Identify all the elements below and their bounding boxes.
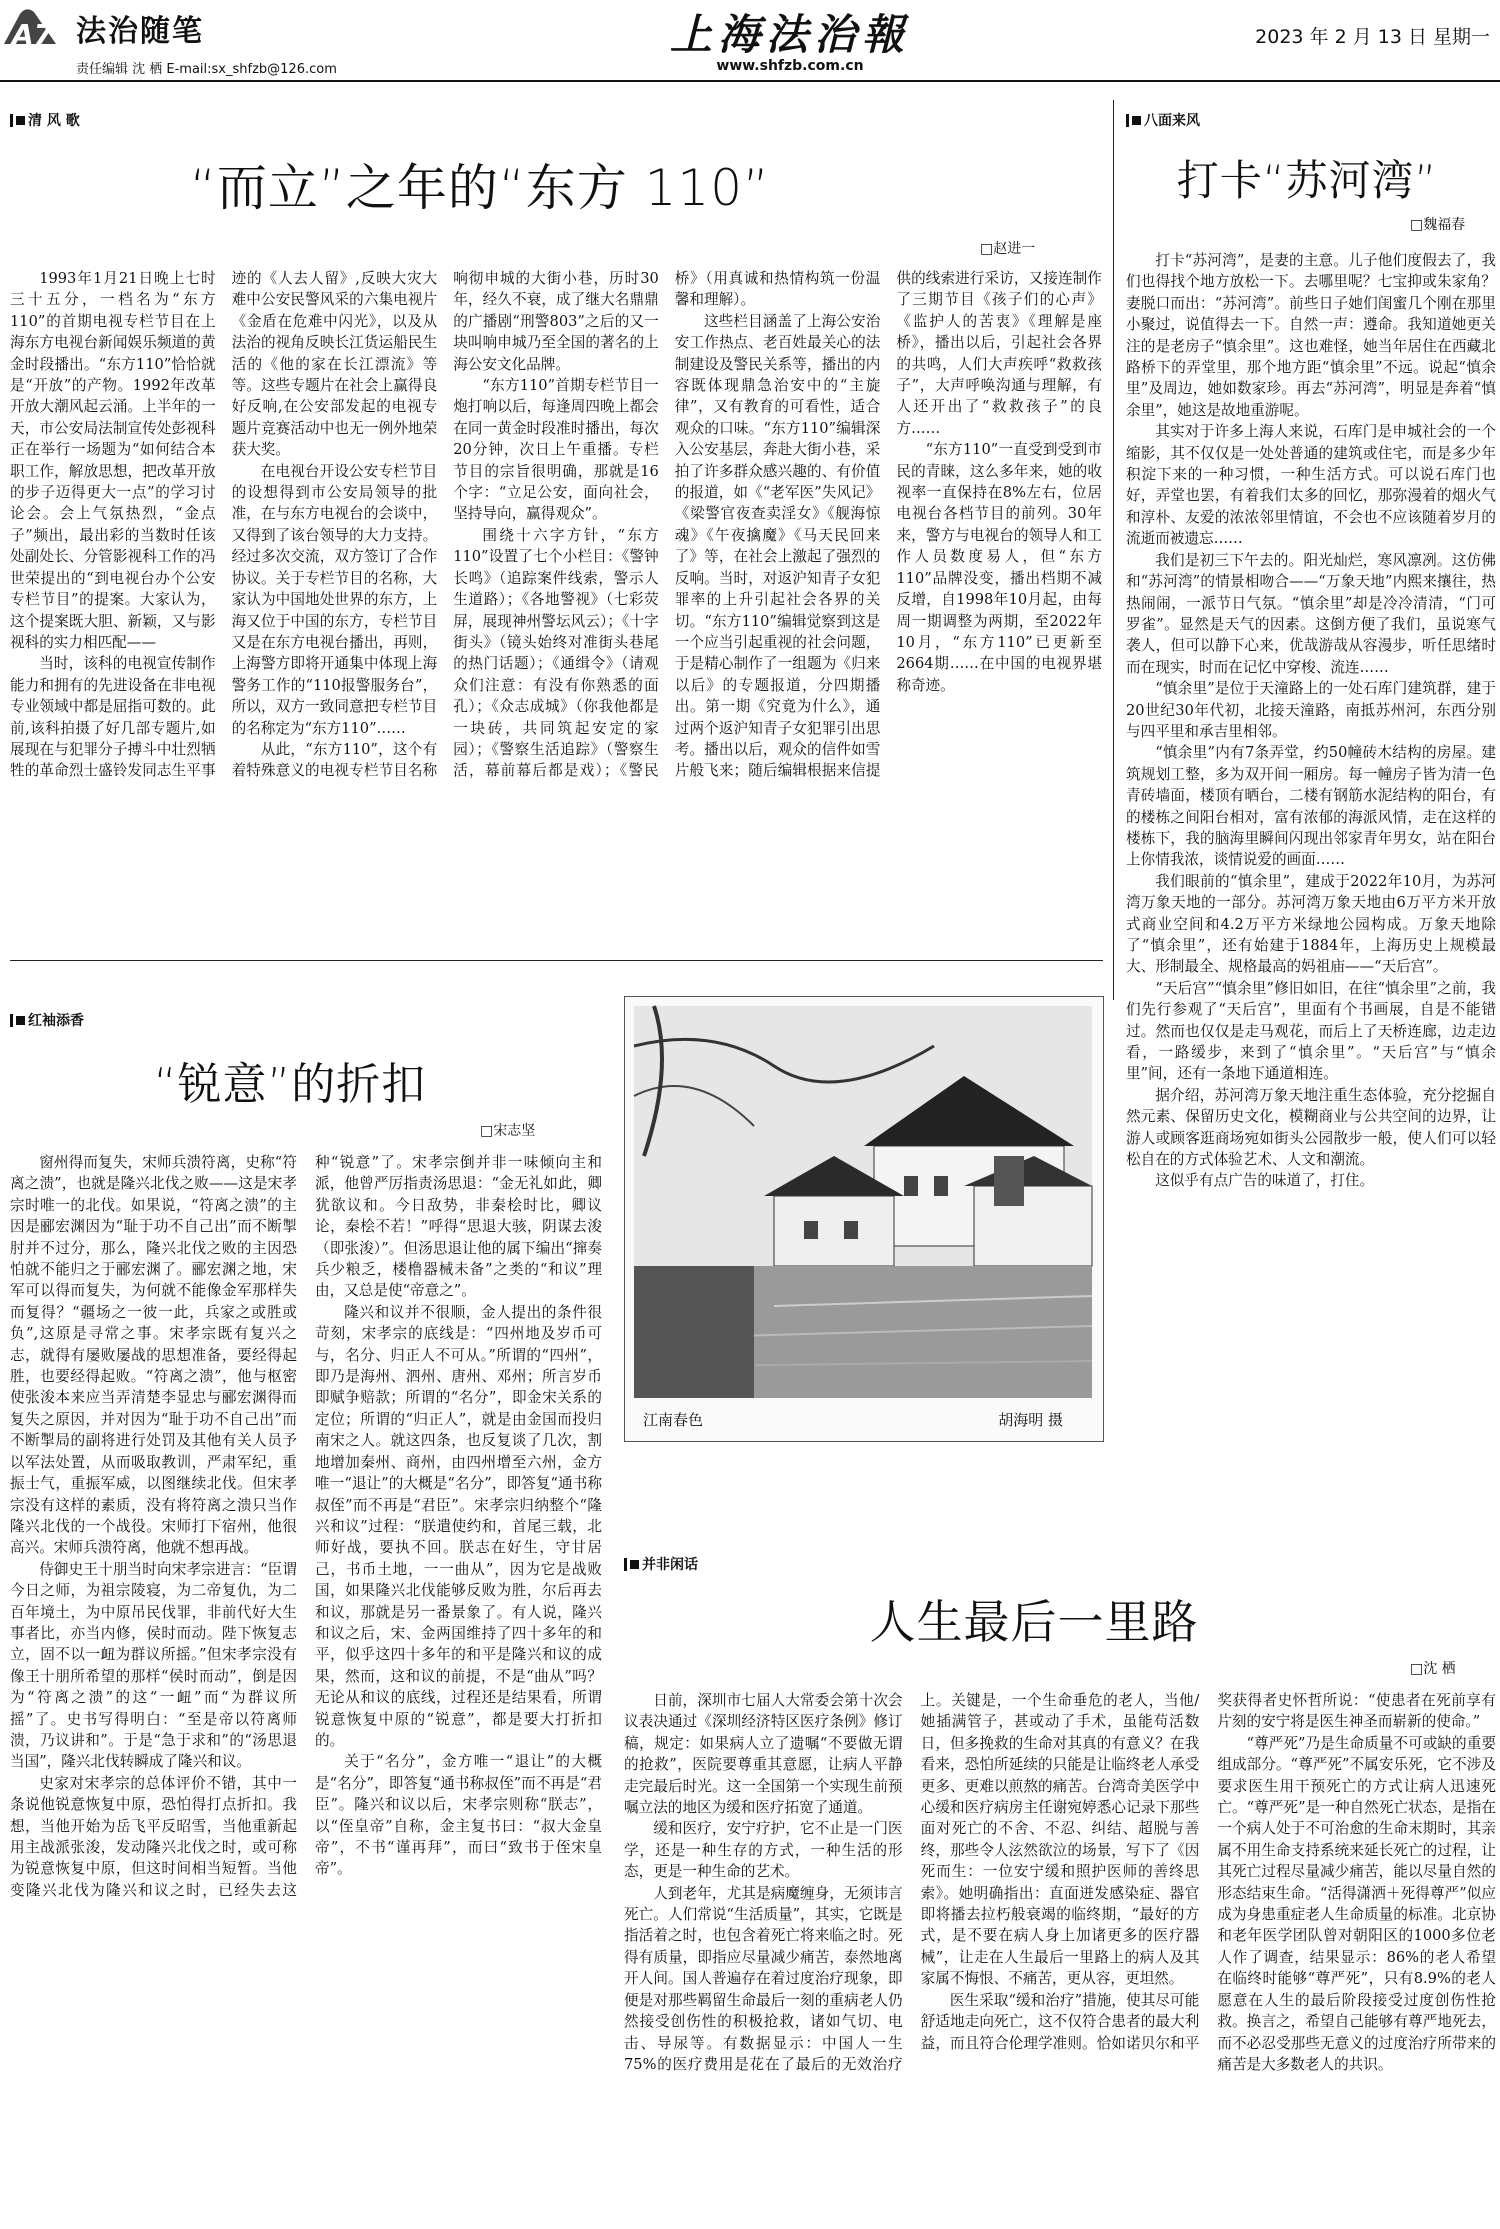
article2-paragraph: 打卡“苏河湾”，是妻的主意。儿子他们度假去了，我们也得找个地方放松一下。去哪里呢？七宝抑或朱家角？妻脱口而出：“苏河湾”。前些日子她们闺蜜几个刚在那里小聚过，说值得去一下。自然一声：遵命。我知道她更关注的是老房子“慎余里”。这也难怪，她当年居住在西藏北路桥下的弄堂里，那个地方距“慎余里”不远。说起“慎余里”及周边，她如数家珍。再去“苏河湾”，明显是奔着“慎余里”，她这是故地重游呢。 <box>1126 252 1496 419</box>
issue-date: 2023 年 2 月 13 日 星期一 <box>1255 26 1490 48</box>
tag-square <box>1132 116 1141 125</box>
article4-paragraph: “尊严死”乃是生命质量不可或缺的重要组成部分。“尊严死”不属安乐死，它不涉及要求医生用干预死亡的方式让病人迅速死亡。“尊严死”是一种自然死亡状态，是指在一个病人处于不可治愈的生命末期时，其亲属不用生命支持系统来延长死亡的过程，让其死亡过程尽量减少痛苦，能以尽量自然的形态结束生命。“活得潇洒＋死得尊严”似应成为身患重症老人生命质量的标准。北京协和老年医学团队曾对朝阳区的1000多位老人作了调查，结果显示：86%的老人希望在临终时能够“尊严死”，只有8.9%的老人愿意在人生的最后阶段接受过度创伤性抢救。换言之，希望自己能够有尊严地死去，而不必忍受那些无意义的过度治疗所带来的痛苦是大多数老人的共识。 <box>1217 1734 1496 2073</box>
article3-paragraph: 侍御史王十朋当时向宋孝宗进言：“臣谓今日之师，为祖宗陵寝，为二帝复仇，为二百年境土，为中原吊民伐罪，非前代好大生事者比，亦当内修，侯时而动。陛下恢复志立，固不以一衄为群议所摇。”但宋孝宗没有像王十朋所希望的那样“侯时而动”，倒是因为“符离之溃”的这“一衄”而“为群议所摇”了。史书写得明白：“至是帝以符离师溃，乃议讲和”。于是“急于求和”的“汤思退当国”，隆兴北伐转瞬成了隆兴和议。 <box>10 1560 297 1771</box>
article2-byline: □魏福春 <box>1410 217 1466 233</box>
tag-square <box>16 116 25 125</box>
column-tag-label: 八面来风 <box>1144 113 1200 129</box>
column-tag-label: 并非闲话 <box>642 1557 698 1573</box>
article2-paragraph: “天后宫”“慎余里”修旧如旧，在往“慎余里”之前，我们先行参观了“天后宫”，里面有个书画展，自是不能错过。然而也仅仅是走马观花，而后上了天桥连廊，边走边看，一路缓步，来到了“慎余里”。“天后宫”与“慎余里”间，还有一条地下通道相连。 <box>1126 979 1496 1083</box>
article1-paragraph: “东方110”首期专栏节目一炮打响以后，每逢周四晚上都会在同一黄金时段准时播出，每次20分钟，次日上午重播。专栏节目的宗旨很明确，那就是16个字：“立足公安，面向社会，坚持导向，赢得观众”。 <box>453 377 659 523</box>
article3-title: “锐意”的折扣 <box>153 1059 427 1110</box>
article2-paragraph: “慎余里”是位于天潼路上的一处石库门建筑群，建于20世纪30年代初，北接天潼路，南抵苏州河，东西分别与四平里和承吉里相邻。 <box>1126 680 1496 740</box>
article2-title: 打卡“苏河湾” <box>1176 156 1438 205</box>
jiangnan-photo <box>634 1006 1092 1398</box>
column-tag-label: 清 风 歌 <box>28 113 80 129</box>
article1-paragraph: 这些栏目涵盖了上海公安治安工作热点、老百姓最关心的法制建设及警民关系等，播出的内容既体现鼎急治安中的“主旋律”，又有教育的可看性，适合观众的口味。“东方110”编辑深入公安基层，奔赴大街小巷，采拍了许多群众感兴趣的、有价值的报道，如《“老军医”失风记》《梁警官夜查卖淫女》《舰海惊魂》《午夜擒魔》《马天民回来了》等，在社会上激起了强烈的反响。当时，对返沪知青子女犯罪率的上升引起社会各界的关切。“东方110”编辑觉察到这是一个应当引起重视的社会问题，于是精心制作了一组题为《归来以后》的专题报道，分四期播出。第一期《究竟为什么》，通过两个返沪知青子女犯罪引出思考。播出以后，观众的信件如雪片般飞来；随后编辑根据来信提供的线索进行采访，又接连制作了三期节目《孩子们的心声》《监护人的苦衷》《理解是座桥》，播出以后，引起社会各界的共鸣，人们大声疾呼“救救孩子”，大声呼唤沟通与理解，有人还开出了“救救孩子”的良方…… <box>674 270 1102 780</box>
article4-body <box>624 1690 1496 2224</box>
header-rule <box>0 80 1500 82</box>
article2-paragraph: 据介绍，苏河湾万象天地注重生态体验，充分挖掘自然元素、保留历史文化，模糊商业与公共空间的边界，让游人或顾客逛商场宛如街头公园散步一般，使人们可以轻松自在的方式体验艺术、人文和潮流。 <box>1126 1086 1496 1169</box>
column-tag-bingfeixianhua <box>624 1554 698 1574</box>
column-tag-hongxiutianxiang <box>10 1010 84 1030</box>
article4-paragraph: 日前，深圳市七届人大常委会第十次会议表决通过《深圳经济特区医疗条例》修订稿，规定：如果病人立了遗嘱“不要做无谓的抢救”，医院要尊重其意愿，让病人平静走完最后时光。这一全国第一个实现生前预嘱立法的地区为缓和医疗拓宽了通道。 <box>624 1692 903 1817</box>
article3-paragraph: 史家对宋孝宗的总体评价不错，其中一条说他锐意恢复中原，恐怕得打点折扣。我想，当他开始为岳飞平反昭雪，当他重新起用主战派张浚，发动隆兴北伐之时，或可称为锐意恢复中原，但这时间相当短暂。当他变隆兴北伐为隆兴和议之时，已经失去这种“锐意”了。宋孝宗倒并非一味倾向主和派，他曾严厉指责汤思退：“金无礼如此，卿犹欲议和。今日敌势，非秦桧时比，卿议论，秦桧不若！”呼得“思退大骇，阴谋去浚（即张浚）”。但汤思退让他的属下编出“撺奏兵少粮乏，楼橹器械未备”之类的“和议”理由，又总是使“帝意之”。 <box>10 1154 602 1899</box>
article2-paragraph: 我们是初三下午去的。阳光灿烂，寒风凛冽。这仿佛和“苏河湾”的情景相吻合——“万象天地”内熙来攘往，热热闹闹，一派节日气氛。“慎余里”却是冷冷清清，“门可罗雀”。显然是天气的因素。这倒方便了我们，虽说寒气袭人，但可以静下心来，优哉游哉从容漫步，听任思绪时而在现实，时而在记忆中穿梭、流连…… <box>1126 551 1496 676</box>
article4-paragraph: 医生采取“缓和治疗”措施，使其尽可能舒适地走向死亡，这不仅符合患者的最大利益，而且符合伦理学准则。恰如诺贝尔和平奖获得者史怀哲所说：“使患者在死前享有片刻的安宁将是医生神圣而崭新的使命。” <box>920 1692 1496 2052</box>
article3-body <box>10 1152 602 2224</box>
article1-paragraph: “东方110”一直受到受到市民的青睐，这么多年来，她的收视率一直保持在8%左右，位居电视台各档节目的前列。30年来，警方与电视台的领导人和工作人员数度易人，但“东方110”品牌没变，播出档期不减反增，自1998年10月起，由每周一期调整为两期，至2022年10月，“东方110”已更新至2664期……在中国的电视界堪称奇迹。 <box>896 441 1102 694</box>
tag-bar <box>10 1014 13 1027</box>
tag-bar <box>1126 114 1129 127</box>
article1-title: “而立”之年的“东方 110” <box>190 159 770 217</box>
article2-paragraph: “慎余里”内有7条弄堂，约50幢砖木结构的房屋。建筑规划工整，多为双开间一厢房。每一幢房子皆为清一色青砖墙面，楼顶有晒台，二楼有钢筋水泥结构的阳台，有的楼栋之间阳台相对，富有浓郁的海派风情，走在这样的楼栋下，我的脑海里瞬间闪现出邻家青年男女，站在阳台上你情我浓，谈情说爱的画面…… <box>1126 744 1496 869</box>
article3-paragraph: 窗州得而复失，宋师兵溃符离，史称“符离之溃”，也就是隆兴北伐之败——这是宋孝宗时唯一的北伐。如果说，“符离之溃”的主因是郦宏渊因为“耻于功不自己出”而不断掣肘并不过分，那么，隆兴北伐之败的主因恐怕就不能归之于郦宏渊了。郦宏渊之地，宋军可以得而复失，为何就不能像金军那样失而复得？“疆场之一彼一此，兵家之或胜或负”,这原是寻常之事。宋孝宗既有复兴之志，就得有屡败屡战的思想准备，要经得起胜，也要经得起败。“符离之溃”，他与枢密使张浚本来应当弄清楚李显忠与郦宏渊得而复失之原因，并对因为“耻于功不自己出”而不断掣局的副将进行处罚及其他有关人员予以军法处置，从而吸取教训，严肃军纪，重振士气，重振军威，以图继续北伐。但宋孝宗没有这样的素质，没有将符离之溃只当作隆兴北伐的一个战役。宋师打下宿州，他很高兴。宋师兵溃符离，他就不想再战。 <box>10 1154 297 1557</box>
masthead: 上海法治報 <box>669 10 910 59</box>
photo-caption-title: 江南春色 <box>643 1411 704 1429</box>
article1-paragraph: 围绕十六字方针，“东方110”设置了七个小栏目：《警钟长鸣》（追踪案件线索，警示人生道路）；《各地警视》（七彩荧屏，展现神州警坛风云）；《十字街头》（镜头始终对准街头巷尾的热门话题）；《通缉令》（请观众们注意：有没有你熟悉的面孔）；《众志成城》（你我他都是一块砖，共同筑起安定的家园）；《警察生活追踪》（警察生活，幕前幕后都是戏）；《警民桥》（用真诚和热情构筑一份温馨和理解）。 <box>453 270 881 780</box>
photo-frame <box>624 996 1104 1442</box>
article1-body <box>10 268 1102 946</box>
section-title: 法治随笔 <box>76 14 204 49</box>
article3-paragraph: 隆兴和议并不很顺，金人提出的条件很苛刻，宋孝宗的底线是：“四州地及岁币可与，名分、归正人不可从。”所谓的“四州”，即乃是海州、泗州、唐州、邓州；所言岁币即赋争赔款；所谓的“名分”，即金宋关系的定位；所谓的“归正人”，就是由金国而投归南宋之人。就这四条，也反复谈了几次，割地增加秦州、商州，由四州增至六州，金方唯一“退让”的大概是“名分”，即答复“通书称叔侄”而不再是“君臣”。宋孝宗归纳整个“隆兴和议”过程：“朕遣使约和，首尾三载，北师好战，要执不回。朕志在好生，守甘居己，书币土地，一一曲从”，因为它是战败国，如果隆兴北伐能够反败为胜，尔后再去和议，那就是另一番景象了。有人说，隆兴和议之后，宋、金两国维持了四十多年的和平，似乎这四十多年的和平是隆兴和议的成果，然而，这和议的前提，不是“曲从”吗？无论从和议的底线，过程还是结果看，所谓锐意恢复中原的“锐意”，都是要大打折扣的。 <box>315 1303 602 1749</box>
page-number-badge <box>0 8 58 51</box>
article3-byline: □宋志坚 <box>480 1123 536 1139</box>
article1-byline: □赵进一 <box>980 241 1036 257</box>
section-rule <box>10 960 1103 961</box>
column-tag-label: 红袖添香 <box>28 1013 84 1029</box>
website: www.shfzb.com.cn <box>716 58 864 74</box>
article1-paragraph: 在电视台开设公安专栏节目的设想得到市公安局领导的批准，在与东方电视台的会谈中，又得到了该台领导的大力支持。经过多次交流，双方签订了合作协议。关于专栏节目的名称，大家认为中国地处世界的东方，上海又位于中国的东方，专栏节目又是在东方电视台播出，再则，上海警方即将开通集中体现上海警务工作的“110报警服务台”，所以，双方一致同意把专栏节目的名称定为“东方110”…… <box>231 462 438 737</box>
column-tag-bamianlaifeng <box>1126 110 1200 130</box>
editor-line: 责任编辑 沈 栖 E-mail:sx_shfzb@126.com <box>76 62 337 77</box>
tag-square <box>630 1560 639 1569</box>
article2-paragraph: 我们眼前的“慎余里”，建成于2022年10月，为苏河湾万象天地的一部分。苏河湾万象天地由6万平方米开放式商业空间和4.2万平方米绿地公园构成。万象天地除了“慎余里”，还有始建于1884年，上海历史上规模最大、形制最全、规格最高的妈祖庙——“天后宫”。 <box>1126 872 1496 976</box>
article4-title: 人生最后一里路 <box>869 1595 1199 1649</box>
column-divider <box>1113 100 1114 1000</box>
article4-paragraph: 人到老年，尤其是病魔缠身，无须讳言死亡。人们常说“生活质量”，其实，它既是指活着之时，也包含着死亡将来临之时。死得有质量，即指应尽量减少痛苦，泰然地离开人间。国人普遍存在着过度治疗现象，即便是对那些羁留生命最后一刻的重病老人仍然接受创伤性的积极抢救，诸如气切、电击、导尿等。有数据显示：中国人一生75%的医疗费用是花在了最后的无效治疗上。关键是，一个生命垂危的老人，当他/她插满管子，甚或动了手术，虽能苟活数日，但多挽救的生命对其真的有意义？在我看来，恐怕所延续的只能是让临终老人承受更多、更难以煎熬的痛苦。台湾奇美医学中心缓和医疗病房主任谢宛婷悉心记录下那些面对死亡的不舍、不忍、纠结、超脱与善终，那些令人泫然欲泣的场景，写下了《因死而生：一位安宁缓和照护医师的善终思索》。她明确指出：直面迸发感染症、器官即将播去拉朽般衰竭的临终期，“最好的方式，是不要在病人身上加诸更多的医疗器械”，让走在人生最后一里路上的病人及其家属不悔恨、不痛苦，更从容，更坦然。 <box>624 1692 1200 2073</box>
article3-paragraph: 关于“名分”，金方唯一“退让”的大概是“名分”，即答复“通书称叔侄”而不再是“君臣”。隆兴和议以后，宋孝宗则称“朕志”，以“侄皇帝”自称，金主复书曰：“叔大金皇帝”，不书“谨再拜”，而曰“致书于侄宋皇帝”。 <box>315 1753 602 1878</box>
tag-bar <box>10 114 13 127</box>
page-number: A7 <box>12 18 54 51</box>
article4-paragraph: 缓和医疗，安宁疗护，它不止是一门医学，还是一种生存的方式，一种生活的形态，更是一种生命的艺术。 <box>624 1820 903 1881</box>
article4-byline: □沈 栖 <box>1410 1661 1456 1677</box>
tag-square <box>16 1016 25 1025</box>
article2-paragraph: 其实对于许多上海人来说，石库门是申城社会的一个缩影，其不仅仅是一处处普通的建筑或住宅，而是多少年积淀下来的一种习惯，一种生活方式。可以说石库门也好，弄堂也罢，有着我们太多的回忆，那弥漫着的烟火气和淳朴、友爱的浓浓邻里情谊，不会也不应该随着岁月的流逝而被遗忘…… <box>1126 423 1496 548</box>
article2-body <box>1126 250 1496 1190</box>
tag-bar <box>624 1558 627 1571</box>
article1-paragraph: 当时，该科的电视宣传制作能力和拥有的先进设备在非电视专业领域中都是屈指可数的。此前,该科拍摄了好几部专题片,如展现在与犯罪分子搏斗中壮烈牺牲的革命烈士盛铃发同志生平事迹的《人去人留》,反映大灾大难中公安民警风采的六集电视片《金盾在危难中闪光》，以及从法治的视角反映长江货运船民生活的《他的家在长江漂流》等等。这些专题片在社会上赢得良好反响,在公安部发起的电视专题片竞赛活动中也无一例外地荣获大奖。 <box>10 270 438 780</box>
article1-paragraph: 1993年1月21日晚上七时三十五分，一档名为“东方110”的首期电视专栏节目在上海东方电视台新闻娱乐频道的黄金时段播出。“东方110”恰恰就是“开放”的产物。1992年改革开放大潮风起云涌。上半年的一天，市公安局法制宣传处彭视科正在举行一场题为“如何结合本职工作，解放思想，把改革开放的步子迈得更大一点”的学习讨论会。会上气氛热烈，“金点子”频出，最出彩的当数时任该处副处长、分管影视科工作的冯世荣提出的“到电视台办个公安专栏节目”的提案。大家认为，这个提案既大胆、新颖，又与影视科的实力相匹配—— <box>10 270 216 651</box>
article1-paragraph: 从此，“东方110”，这个有着特殊意义的电视专栏节目名称响彻申城的大街小巷，历时30年，经久不衰，成了继大名鼎鼎的广播剧“刑警803”之后的又一块叫响申城乃至全国的著名的上海公安文化品牌。 <box>231 270 659 780</box>
article2-paragraph: 这似乎有点广告的味道了，打住。 <box>1155 1172 1375 1190</box>
photo-caption-credit: 胡海明 摄 <box>998 1411 1063 1429</box>
column-tag-qingfengge <box>10 110 80 130</box>
